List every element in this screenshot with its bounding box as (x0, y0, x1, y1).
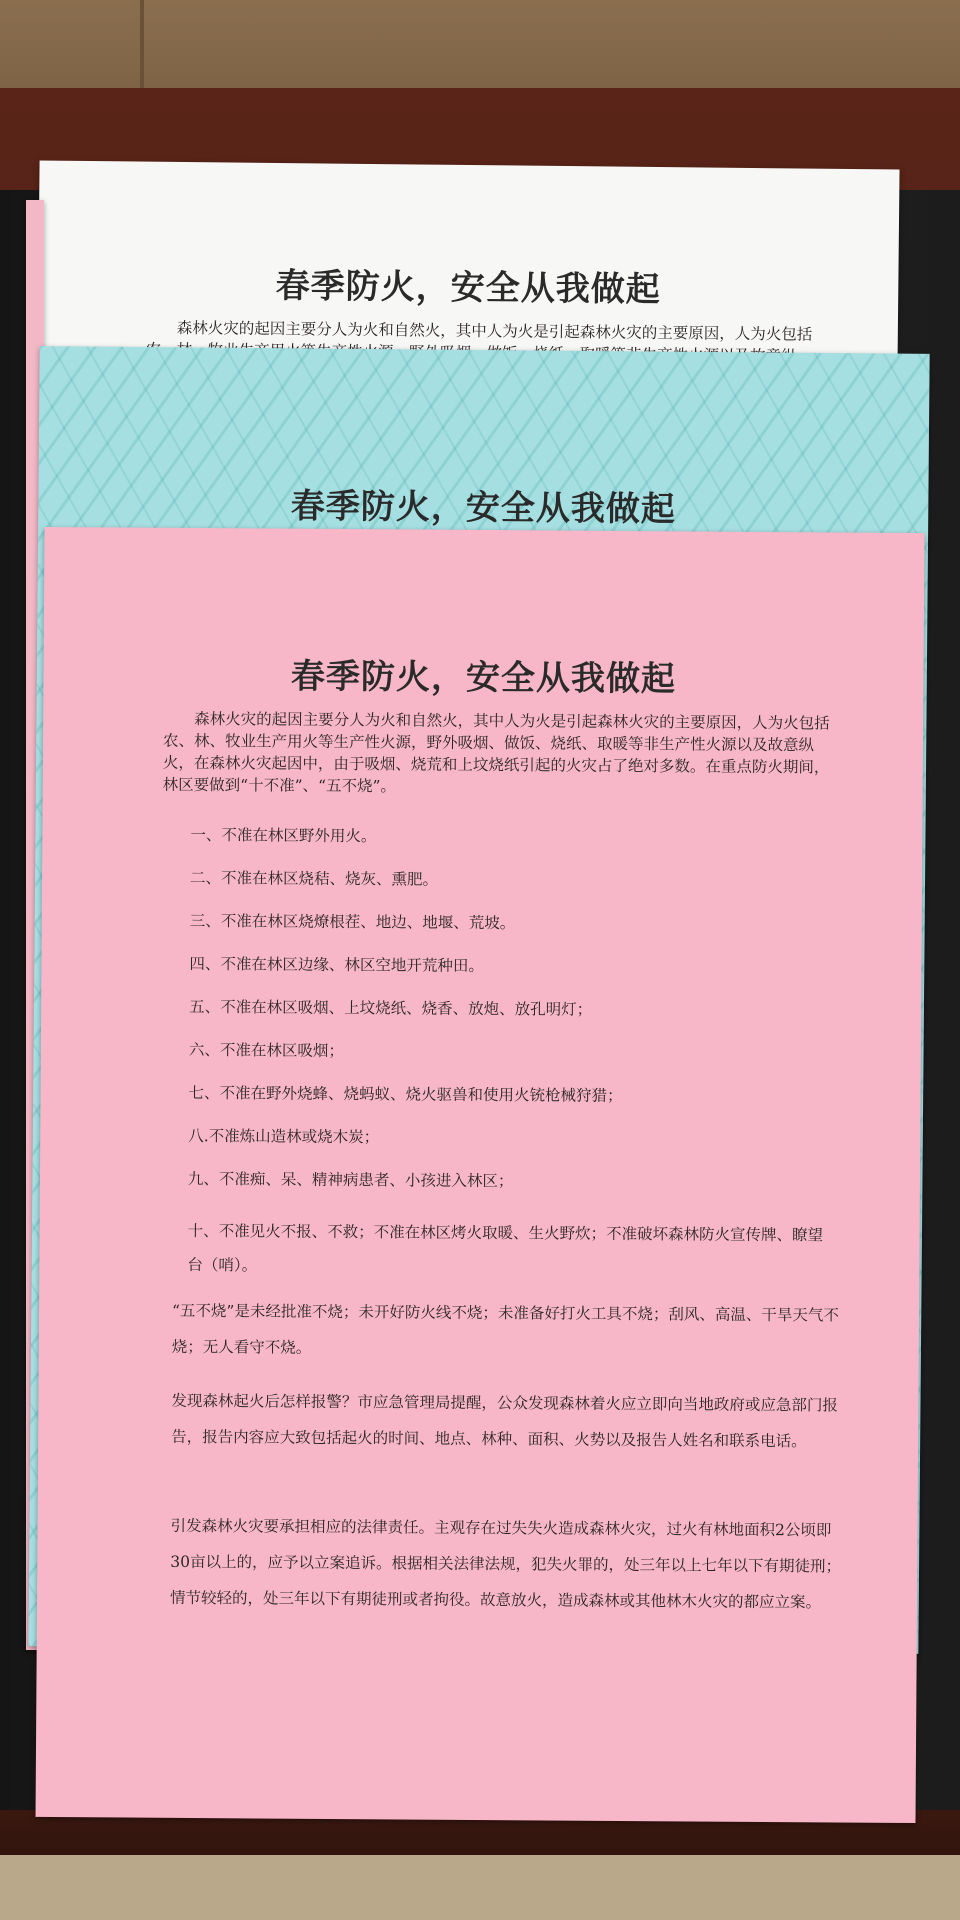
rule-item: 九、不准痴、呆、精神病患者、小孩进入林区； (187, 1169, 514, 1191)
pink-flyer-title: 春季防火，安全从我做起 (290, 656, 677, 700)
blue-flyer-title: 春季防火，安全从我做起 (290, 486, 676, 530)
white-flyer-title: 春季防火，安全从我做起 (275, 265, 661, 311)
pink-flyer (36, 527, 925, 1823)
rule-item: 三、不准在林区烧燎根茬、地边、地堰、荒坡。 (189, 911, 516, 933)
pink-flyer-intro: 森林火灾的起因主要分人为火和自然火，其中人为火是引起森林火灾的主要原因，人为火包括农、林、牧业生产用火等生产性火源，野外吸烟、做饭、烧纸、取暖等非生产性火源以及故意纵火，在森林火灾起因中，由于吸烟、烧荒和上坟烧纸引起的火灾占了绝对多数。在重点防火期间，林区要做到“十不准”、“五不烧”。 (162, 709, 830, 796)
legal-liability-paragraph: 引发森林火灾要承担相应的法律责任。主观存在过失失火造成森林火灾，过火有林地面积2公顷即30亩以上的，应予以立案追诉。根据相关法律法规，犯失火罪的，处三年以上七年以下有期徒刑；情节较轻的，处三年以下有期徒刑或者拘役。故意放火，造成森林或其他林木火灾的都应立案。 (169, 1516, 842, 1612)
rule-item: 十、不准见火不报、不救；不准在林区烤火取暖、生火野炊；不准破坏森林防火宣传牌、瞭望台（哨）。 (187, 1221, 824, 1275)
rule-item: 四、不准在林区边缘、林区空地开荒种田。 (189, 954, 485, 976)
rule-item: 一、不准在林区野外用火。 (190, 825, 377, 846)
fire-report-paragraph: 发现森林起火后怎样报警？市应急管理局提醒，公众发现森林着火应立即向当地政府或应急部门报告，报告内容应大致包括起火的时间、地点、林种、面积、火势以及报告人姓名和联系电话。 (171, 1391, 838, 1451)
rule-item: 七、不准在野外烧蜂、烧蚂蚁、烧火驱兽和使用火铳枪械狩猎； (188, 1083, 623, 1105)
rule-item: 二、不准在林区烧秸、烧灰、熏肥。 (190, 868, 439, 889)
white-flyer-intro: 森林火灾的起因主要分人为火和自然火，其中人为火是引起森林火灾的主要原因，人为火包括农、林、牧业生产用火等生产性火源，野外吸烟、做饭、烧纸、取暖等非生产性火源以及故意纵火，在森林火灾起因中，由于吸烟、烧荒和上坟烧纸引起的火灾占了绝对多数。在重点防火期间，林区要做到“十不准”、“五不烧”。 (176, 318, 813, 344)
five-no-burn-paragraph: “五不烧”是未经批准不烧；未开好防火线不烧；未准备好打火工具不烧；刮风、高温、干旱天气不烧；无人看守不烧。 (171, 1301, 839, 1357)
rule-item: 六、不准在林区吸烟； (188, 1040, 344, 1061)
rule-item: 五、不准在林区吸烟、上坟烧纸、烧香、放炮、放孔明灯； (189, 997, 593, 1019)
rule-item: 八.不准炼山造林或烧木炭； (188, 1126, 380, 1147)
floor (0, 1855, 960, 1920)
